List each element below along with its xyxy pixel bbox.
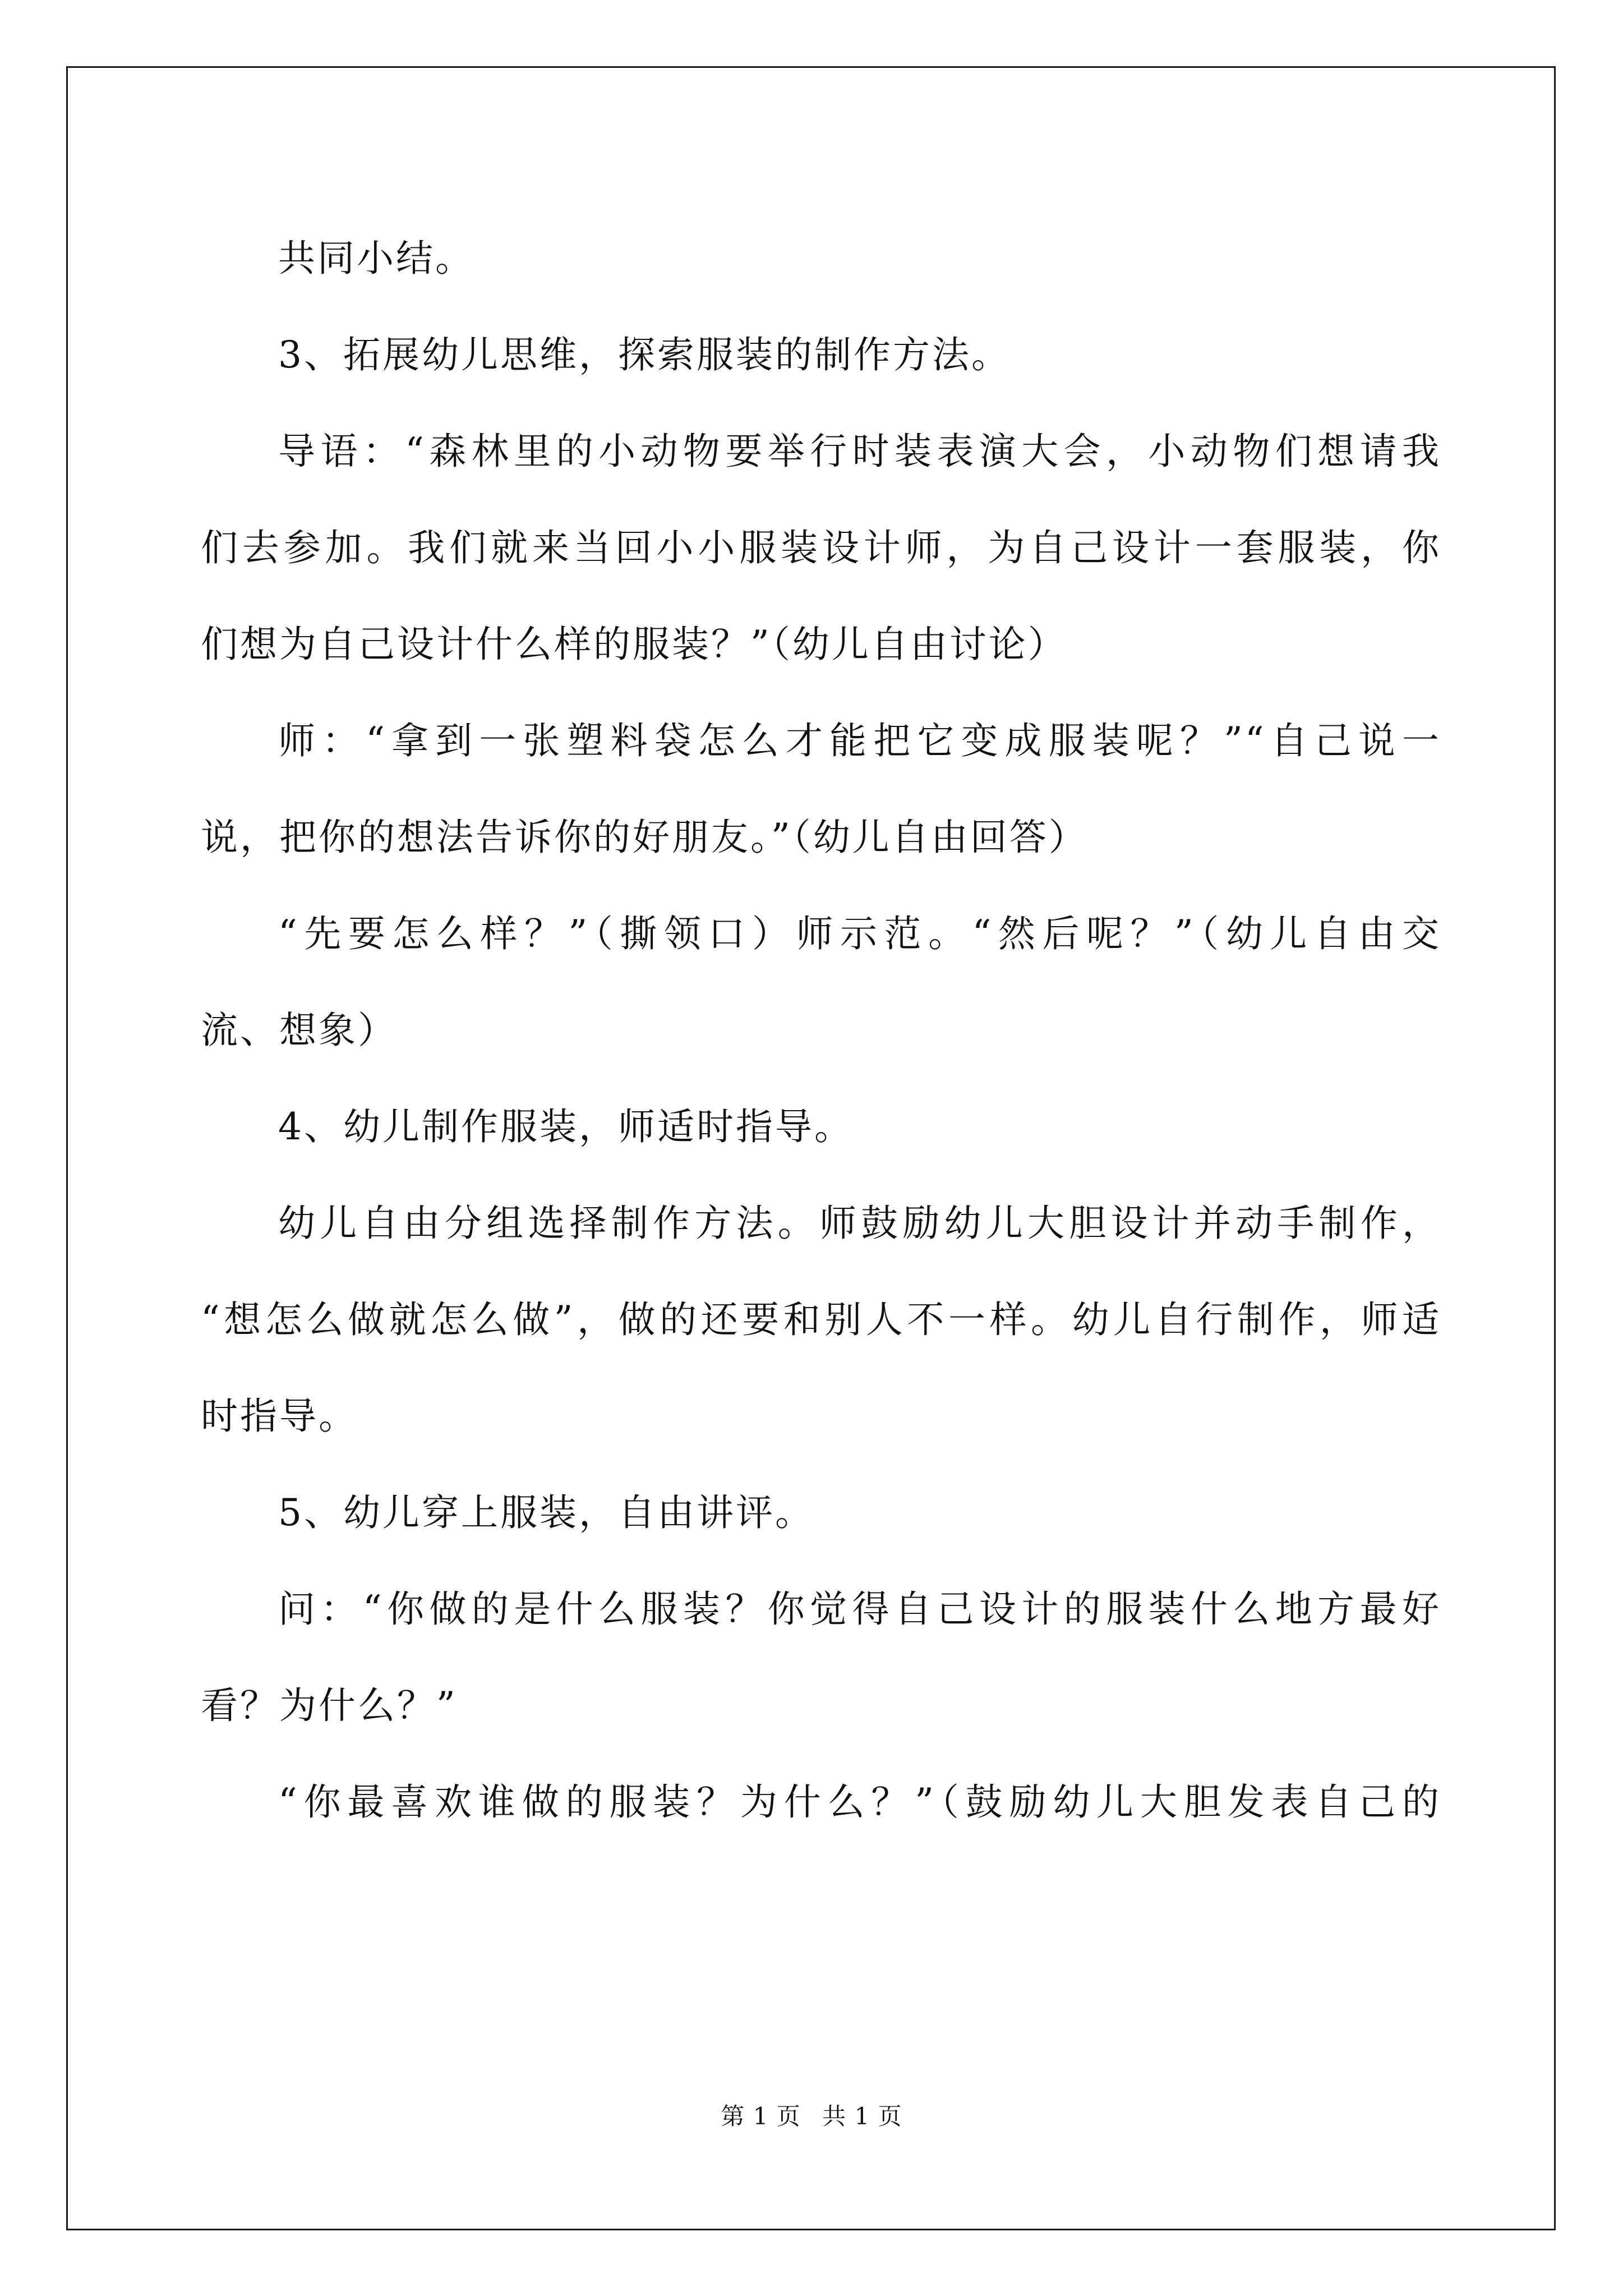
text-line: 们去参加。我们就来当回小小服装设计师，为自己设计一套服装，你 — [201, 526, 1441, 569]
text-line: 共同小结。 — [278, 237, 474, 280]
text-line: 们想为自己设计什么样的服装？”（幼儿自由讨论） — [201, 623, 1067, 666]
text-line: 流、想象） — [201, 1009, 397, 1052]
text-line: 说，把你的想法告诉你的好朋友。”（幼儿自由回答） — [201, 816, 1088, 859]
text-line: 3、拓展幼儿思维，探索服装的制作方法。 — [278, 333, 1011, 376]
text-line: 看？为什么？” — [201, 1684, 458, 1727]
text-line: 5、幼儿穿上服装，自由讲评。 — [278, 1491, 814, 1534]
page-total: 共 1 页 — [822, 2102, 902, 2130]
text-line: 师：“拿到一张塑料袋怎么才能把它变成服装呢？”“自己说一 — [278, 719, 1441, 762]
page-number: 第 1 页 — [721, 2102, 801, 2130]
document-body — [201, 210, 1441, 1851]
text-line: “你最喜欢谁做的服装？为什么？”（鼓励幼儿大胆发表自己的 — [278, 1780, 1441, 1824]
text-line: 导语：“森林里的小动物要举行时装表演大会，小动物们想请我 — [278, 430, 1441, 473]
page-footer — [0, 2098, 1623, 2132]
text-line: 幼儿自由分组选择制作方法。师鼓励幼儿大胆设计并动手制作， — [278, 1202, 1441, 1245]
text-line: 4、幼儿制作服装，师适时指导。 — [278, 1105, 854, 1148]
text-line: 时指导。 — [201, 1395, 358, 1438]
text-line: 问：“你做的是什么服装？你觉得自己设计的服装什么地方最好 — [278, 1588, 1441, 1631]
text-line: “先要怎么样？”（撕领口）师示范。“然后呢？”（幼儿自由交 — [278, 912, 1441, 955]
text-line: “想怎么做就怎么做”，做的还要和别人不一样。幼儿自行制作，师适 — [201, 1298, 1441, 1341]
